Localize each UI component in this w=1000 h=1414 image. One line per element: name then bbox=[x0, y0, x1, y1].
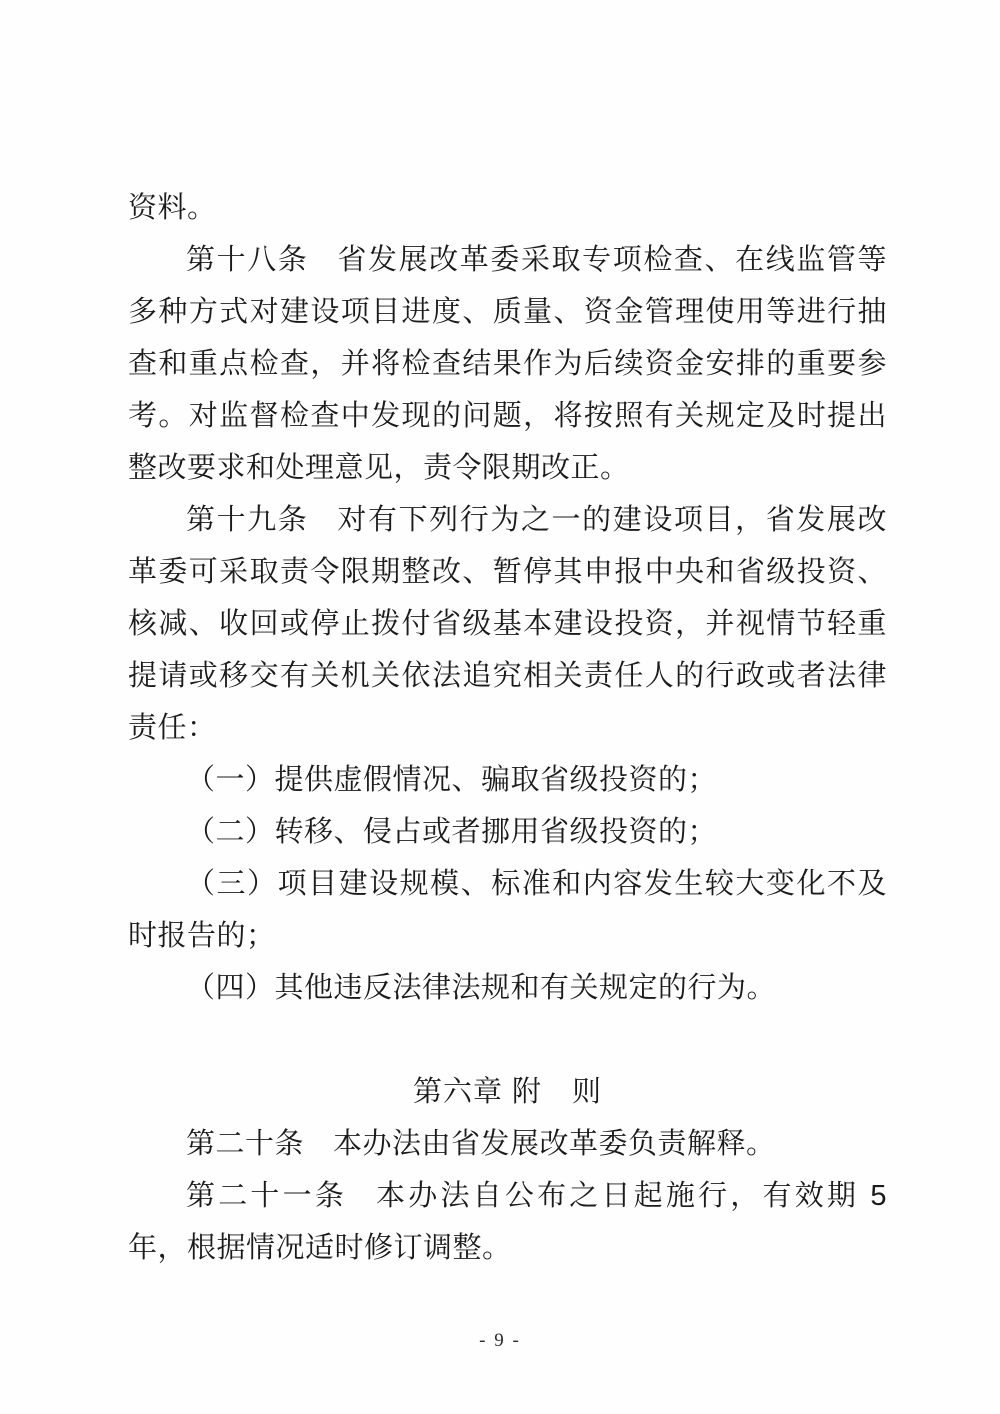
article-21-text: 本办法自公布之日起施行，有效期 5 年，根据情况适时修订调整。 bbox=[128, 1180, 887, 1264]
list-item-2-text: （二）转移、侵占或者挪用省级投资的； bbox=[186, 816, 718, 848]
document-body bbox=[128, 182, 887, 1274]
article-20-text: 本办法由省发展改革委负责解释。 bbox=[333, 1128, 776, 1160]
list-item-3-text: （三）项目建设规模、标准和内容发生较大变化不及时报告的； bbox=[128, 868, 887, 952]
article-19-paragraph bbox=[128, 494, 887, 754]
chapter-heading-text: 第六章 附 则 bbox=[412, 1076, 603, 1108]
list-item-4-text: （四）其他违反法律法规和有关规定的行为。 bbox=[186, 972, 777, 1004]
continuation-text: 资料。 bbox=[128, 192, 217, 224]
list-item-3 bbox=[128, 858, 887, 962]
article-20-paragraph bbox=[128, 1118, 887, 1170]
list-item-1 bbox=[128, 754, 887, 806]
article-18-label: 第十八条 bbox=[186, 244, 309, 276]
article-18-text: 省发展改革委采取专项检查、在线监管等多种方式对建设项目进度、质量、资金管理使用等进行抽查和重点检查，并将检查结果作为后续资金安排的重要参考。对监督检查中发现的问题，将按照有关规定及时提出整改要求和处理意见，责令限期改正。 bbox=[128, 244, 887, 484]
article-20-label: 第二十条 bbox=[186, 1128, 305, 1160]
chapter-heading bbox=[128, 1066, 887, 1118]
article-19-label: 第十九条 bbox=[186, 504, 309, 536]
article-21-paragraph bbox=[128, 1170, 887, 1274]
list-item-1-text: （一）提供虚假情况、骗取省级投资的； bbox=[186, 764, 718, 796]
page-number: - 9 - bbox=[479, 1330, 521, 1351]
article-21-label: 第二十一条 bbox=[186, 1180, 348, 1212]
list-item-2 bbox=[128, 806, 887, 858]
article-19-text: 对有下列行为之一的建设项目，省发展改革委可采取责令限期整改、暂停其申报中央和省级投资、核减、收回或停止拨付省级基本建设投资，并视情节轻重提请或移交有关机关依法追究相关责任人的行政或者法律责任： bbox=[128, 504, 887, 744]
list-item-4 bbox=[128, 962, 887, 1014]
article-18-paragraph bbox=[128, 234, 887, 494]
paragraph-continuation bbox=[128, 182, 887, 234]
